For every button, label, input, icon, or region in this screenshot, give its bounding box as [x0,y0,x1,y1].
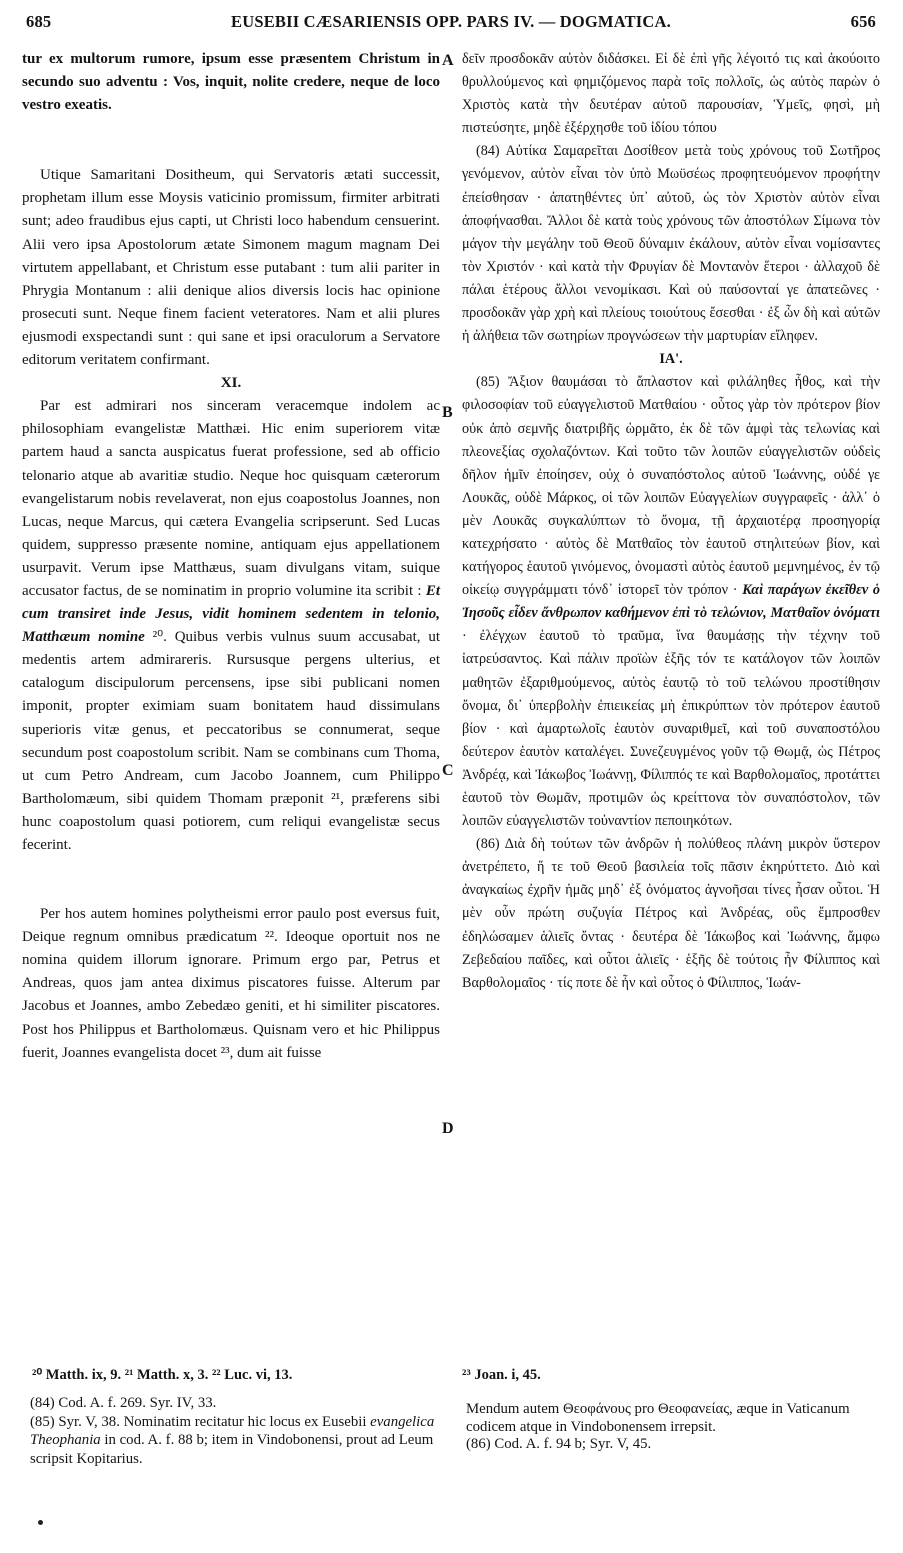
page-number-right: 656 [850,12,876,31]
margin-letter-c: C [442,762,454,779]
greek-p85-quotation: Καὶ παράγων ἐκεῖθεν ὁ Ἰησοῦς εἶδεν ἄνθρωπον καθήμενον ἐπὶ τὸ τελώνιον, Ματθαῖον ὀνόματι [462,582,881,622]
greek-note-mendum: Mendum autem Θεοφάνους pro Θεοφανείας, æque in Vaticanum codicem atque in Vindobonensem irrepsit. [466,1401,850,1435]
greek-p85-text-a: (85) Ἄξιον θαυμάσαι τὸ ἄπλαστον καὶ φιλάληθες ἦθος, καὶ τὴν φιλοσοφίαν τοῦ εὐαγγελιστοῦ Ματθαίου · οὗτος γὰρ τὸν πρότερον βίον οὐκ ἀπὸ σεμνῆς διατριβῆς ὡρμᾶτο, ἐκ δὲ τῶν ἀμφὶ τὰς τελωνίας καὶ πλεονεξίας σχολαζόντων. Καὶ τοῦτο τῶν λοιπῶν εὐαγγελιστῶν οὐδεὶς δῆλον ἡμῖν ἐποίησεν, οὐχ ὁ συναπόστολος αὐτοῦ Ἰωάννης, οὐδέ γε Λουκᾶς, οὐδὲ Μάρκος, οἱ τῶν λοιπῶν Εὐαγγελίων συγγραφεῖς · ἀλλ᾽ ὁ μὲν Λουκᾶς συγκαλύπτων τὸ ὄνομα, τῇ ἀρχαιοτέρᾳ προσηγορίᾳ κατεχρήσατο · αὐτὸς δὲ Ματθαῖος τὸν ἑαυτοῦ στηλιτεύων βίον, καὶ κατήγορος ἑαυτοῦ γινόμενος, ὀνομαστὶ αὐτὸς ἑαυτοῦ μεμνημένος, ἐν τῷ οἰκείῳ συγγράμματι τόνδ᾽ ἱστορεῖ τὸν τρόπον · [462,374,880,599]
latin-p85-text-a: Par est admirari nos sinceram veracemque indolem ac philosophiam evangelistæ Matthæi. Hic enim superiorem vitæ partem haud a sancta auspicatus fuerat professione, sed ab officio telonario atque ab avaritiæ studio. Neque hoc quisquam cæterorum evangelistarum nobis revelaverat, non ejus coapostolus Joannes, non Lucas, neque Marcus, qui cætera Evangelia scripserunt. Sed Lucas quidem, suppresso præsente nomine, antiquam ejus appellationem usurpavit. Verum ipse Matthæus, suam divulgans vitam, suique accusator factus, de se nominatim in proprio volumine ita scribit : [22,398,440,599]
margin-letter-d: D [442,1120,454,1137]
latin-p85-quotation: Et cum transiret inde Jesus, vidit hominem sedentem in telonio, Matthæum nomine [22,582,440,646]
margin-letter-b: B [442,404,453,421]
greek-note-86: (86) Cod. A. f. 94 b; Syr. V, 45. [466,1436,652,1452]
latin-section-heading: XI. [220,375,242,392]
latin-scripture-references: ²⁰ Matth. ix, 9. ²¹ Matth. x, 3. ²² Luc. vi, 13. [32,1367,293,1383]
latin-paragraph-84: Utique Samaritani Dositheum, qui Servatoris ætati successit, prophetam illum esse Moysis vaticinio promissum, firmiter arbitrati sunt; adeo fraudibus ejus capti, ut Christi loco habendum censuerint. Alii vero ipsa Apostolorum ætate Simonem magum magnam Dei virtutem appellabant, et Christum esse putabant : tum alii pariter in Phrygia Montanum : alii denique alios diversis locis hac opinione prosecuti sunt. Neque finem facient veteratores. Nam et alii plures ejusmodi exspectandi sunt : qui sane et ipsi oraculorum a Servatore editorum veritatem confirmant. [22,167,440,369]
latin-paragraph-86: Per hos autem homines polytheismi error paulo post eversus fuit, Deique regnum omnibus prædicatum ²². Ideoque oportuit nos ne nomina quidem illorum ignorare. Primum ergo par, Petrus et Andreas, quos jam antea diximus piscatores fuisse. Alterum par Jacobus et Joannes, ambo Zebedæo geniti, et hi similiter piscatores. Post hos Philippus et Bartholomæus. Quisnam vero et hic Philippus fuerit, Joannes evangelista docet ²³, dum ait fuisse [22,906,440,1061]
greek-paragraph-85 [462,371,880,833]
latin-column [22,48,440,1065]
ink-speck [38,1520,43,1525]
latin-note-84: (84) Cod. A. f. 269. Syr. IV, 33. [30,1395,217,1411]
latin-paragraph-85 [22,395,440,857]
running-title: EUSEBII CÆSARIENSIS OPP. PARS IV. — DOGMATICA. [231,12,671,31]
greek-scripture-reference: ²³ Joan. i, 45. [462,1367,541,1383]
greek-paragraph-84: (84) Αὐτίκα Σαμαρεῖται Δοσίθεον μετὰ τοὺς χρόνους τοῦ Σωτῆρος γενόμενον, αὐτὸν εἶναι τὸν ὑπὸ Μωϋσέως προφητευόμενον προφήτην ἐπείσθησαν · ἀπατηθέντες ὑπ᾽ αὐτοῦ, ὡς τὸν Χριστὸν αὐτὸν εἶναι ἀποφήνασθαι. Ἄλλοι δὲ κατὰ τοὺς χρόνους τῶν ἀποστόλων Σίμωνα τὸν μάγον τὴν μεγάλην τοῦ Θεοῦ δύναμιν ἐκάλουν, αὐτὸν εἶναι νομίσαντες τὸν Χριστόν · καὶ κατὰ τὴν Φρυγίαν δὲ Μοντανὸν ἕτεροι · ἀλλαχοῦ δὲ πάλαι ἑτέρους ἄλλοι νενομίκασι. Καὶ οὐ παύσονταί γε ἀπατεῶνες · προσδοκᾶν γὰρ χρὴ καὶ πλείους τοιούτους ἔσεσθαι · ἐξ ὧν δὴ καὶ αὐτῶν ἡ ἀλήθεια τῶν σωτηρίων προγνώσεων τὴν μαρτυρίαν εἴληφεν. [462,143,880,345]
greek-column [462,48,880,995]
latin-editorial-notes [30,1394,440,1468]
greek-editorial-notes [466,1401,878,1454]
greek-paragraph-86: (86) Διὰ δὴ τούτων τῶν ἀνδρῶν ἡ πολύθεος πλάνη μικρὸν ὕστερον ἀνετρέπετο, ἥ τε τοῦ Θεοῦ βασιλεία τοῖς πᾶσιν ἐκηρύττετο. Διὸ καὶ ἀναγκαίως ἐχρῆν ἡμᾶς μηδ᾽ ἐξ ὀνόματος ἀγνοῆσαι τίνες ἦσαν οὗτοι. Ἡ μὲν οὖν πρώτη συζυγία Πέτρος καὶ Ἀνδρέας, οὓς ἔμπροσθεν ἐδηλώσαμεν ἁλιεῖς ὄντας · δευτέρα δὲ Ἰάκωβος καὶ Ἰωάννης, ἄμφω Ζεβεδαίου παῖδες, καὶ οὗτοι ἁλιεῖς · ἑξῆς δὲ τούτοις ἦν Φίλιππος καὶ Βαρθολομαῖος · τίς ποτε δὲ ἦν καὶ οὗτος ὁ Φίλιππος, Ἰωάν- [462,836,880,991]
latin-note-85 [30,1413,440,1469]
greek-section-heading: ΙΑ'. [659,351,683,368]
page-number-left: 685 [26,12,52,31]
greek-paragraph-1: δεῖν προσδοκᾶν αὐτὸν διδάσκει. Εἰ δὲ ἐπὶ γῆς λέγοιτό τις καὶ ἀκούοιτο θρυλλούμενος καὶ φημιζόμενος παρὰ τοῖς πολλοῖς, ὡς αὐτὸς παρὼν ὁ Χριστὸς κατὰ τὴν δευτέραν αὐτοῦ παρουσίαν, Ὑμεῖς, φησὶ, μὴ πιστεύσητε, μηδὲ ἐξέρχησθε τοῦ ἰδίου τόπου [462,51,880,137]
running-head [26,8,876,34]
latin-note-85-text-a: (85) Syr. V, 38. Nominatim recitatur hic locus ex Eusebii [30,1413,367,1430]
greek-p85-text-b: · ἐλέγχων ἑαυτοῦ τὸ τραῦμα, ἵνα θαυμάσῃς τὴν τέχνην τοῦ ἰατρεύσαντος. Καὶ πάλιν προϊὼν ἑξῆς τόν τε κατάλογον τῶν λοιπῶν μαθητῶν ἐξαριθμούμενος, αὐτὸς ἑαυτῷ τὸ τοῦ τελώνου προστίθησιν ὄνομα, δι᾽ ὑπερβολὴν ἐπιεικείας μὴ ἐπικρύπτων τὸν πρότερον ἑαυτοῦ βίον · καὶ ἁμαρτωλοῖς ἑαυτὸν συναριθμεῖ, καὶ τοῦ συναποστόλου δεύτερον ἑαυτὸν καταλέγει. Συνεζευγμένος γοῦν τῷ Θωμᾷ, ὡς Πέτρος Ἀνδρέᾳ, καὶ Ἰάκωβος Ἰωάννῃ, Φίλιππός τε καὶ Βαρθολομαῖος, προτάττει ἑαυτοῦ τὸν Θωμᾶν, προτιμῶν ὡς κρείττονα τὸν συναπόστολον, τῶν λοιπῶν εὐαγγελιστῶν τοὐναντίον πεποιηκότων. [462,628,880,830]
margin-letter-a: A [442,52,454,69]
latin-note-85-text-b: in cod. A. f. 88 b; item in Vindobonensi, prout ad Leum scripsit Kopitarius. [30,1432,434,1467]
latin-paragraph-1: tur ex multorum rumore, ipsum esse præsentem Christum in secundo suo adventu : Vos, inquit, nolite credere, neque de loco vestro exeatis. [22,51,440,114]
latin-note-85-title: evangelica Theophania [30,1413,435,1448]
latin-p85-text-b: ²⁰. Quibus verbis vulnus suum accusabat, ut medentis artem admirareris. Rursusque pergens ulterius, et catalogum discipulorum percensens, ipse sibi publicani nomen imponit, propter eximiam suam bonitatem haud dissimulans superioris vitæ genus, et peccatoribus se connumerat, seque secundum post coapostolum scribit. Nam se combinans cum Thoma, ut cum Petro Andream, cum Jacobo Joannem, cum Philippo Bartholomæum, sibi quidem Thomam præponit ²¹, præferens sibi hunc coapostolum quasi potiorem, cum reliqui evangelistæ secus fecerint. [22,629,440,853]
